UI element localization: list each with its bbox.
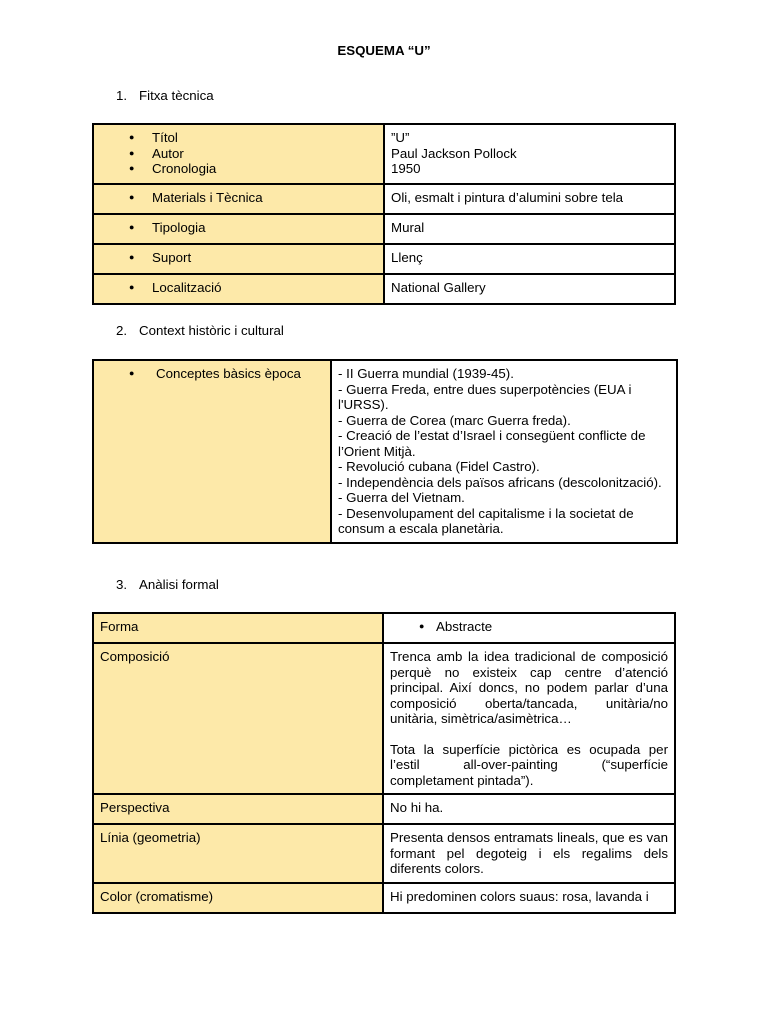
value-cell: No hi ha. <box>383 794 675 824</box>
value-cell: Mural <box>384 214 675 244</box>
paragraph: Tota la superfície pictòrica es ocupada per l’estil all-over-painting (“superfície completament pintada”). <box>390 741 668 788</box>
list-item: ● Títol <box>100 130 377 146</box>
list-item: ● Materials i Tècnica <box>100 190 377 206</box>
list-item: - Guerra de Corea (marc Guerra freda). <box>338 412 571 428</box>
label-cell: Línia (geometria) <box>93 824 383 883</box>
list-item: - Creació de l’estat d’Israel i consegüent conflicte de l’Orient Mitjà. <box>338 428 646 459</box>
section-heading-analisi <box>116 577 219 592</box>
section-number: 1. <box>116 88 128 103</box>
table-row <box>93 184 675 214</box>
table-row <box>93 883 675 913</box>
label-cell: Color (cromatisme) <box>93 883 383 913</box>
value-cell: Hi predominen colors suaus: rosa, lavanda i <box>383 883 675 913</box>
context-table <box>92 359 678 544</box>
bullet-list <box>100 130 377 177</box>
titol-value: ”U” <box>391 130 410 145</box>
label-cell <box>93 124 384 184</box>
list-item: - Desenvolupament del capitalisme i la societat de consum a escala planetària. <box>338 505 634 536</box>
list-item: ● Abstracte <box>390 619 668 635</box>
label-cell: Forma <box>93 613 383 643</box>
value-cell <box>331 360 677 543</box>
section-heading-context <box>116 323 284 338</box>
table-row <box>93 244 675 274</box>
paragraph: Trenca amb la idea tradicional de composició perquè no existeix cap centre d’atenció principal. Així doncs, no podem parlar d’una composició oberta/tancada, unitària/no unitària, simètrica/asimètrica… <box>390 649 668 726</box>
list-item: - Independència dels països africans (descolonització). <box>338 474 662 490</box>
label-cell <box>93 244 384 274</box>
list-item: - Guerra Freda, entre dues superpotències (EUA i l'URSS). <box>338 381 632 412</box>
value-cell <box>384 124 675 184</box>
list-item: ● Localització <box>100 280 377 296</box>
label-cell <box>93 360 331 543</box>
table-row <box>93 643 675 794</box>
table-row <box>93 124 675 184</box>
label-cell <box>93 184 384 214</box>
value-cell <box>383 613 675 643</box>
table-row <box>93 214 675 244</box>
value-cell: Oli, esmalt i pintura d’alumini sobre tela <box>384 184 675 214</box>
table-row <box>93 794 675 824</box>
list-item: ● Conceptes bàsics època <box>100 366 324 382</box>
value-cell: National Gallery <box>384 274 675 304</box>
section-number: 3. <box>116 577 128 592</box>
table-row <box>93 360 677 543</box>
list-item: ● Autor <box>100 146 377 162</box>
section-label: Fitxa tècnica <box>139 88 214 103</box>
label-cell: Composició <box>93 643 383 794</box>
section-label: Context històric i cultural <box>139 323 284 338</box>
cronologia-value: 1950 <box>391 161 421 176</box>
label-cell <box>93 214 384 244</box>
value-cell: Llenç <box>384 244 675 274</box>
fitxa-tecnica-table <box>92 123 676 305</box>
section-heading-fitxa <box>116 88 214 103</box>
page-title: ESQUEMA “U” <box>337 43 431 58</box>
autor-value: Paul Jackson Pollock <box>391 145 517 161</box>
list-item: ● Tipologia <box>100 220 377 236</box>
list-item: ● Suport <box>100 250 377 266</box>
label-cell: Perspectiva <box>93 794 383 824</box>
table-row <box>93 274 675 304</box>
list-item: - Revolució cubana (Fidel Castro). <box>338 459 540 474</box>
section-number: 2. <box>116 323 128 338</box>
table-row <box>93 824 675 883</box>
table-row <box>93 613 675 643</box>
value-cell <box>383 643 675 794</box>
list-item: ● Cronologia <box>100 161 377 177</box>
list-item: - II Guerra mundial (1939-45). <box>338 366 514 381</box>
analisi-formal-table <box>92 612 676 914</box>
section-label: Anàlisi formal <box>139 577 219 592</box>
value-cell: Presenta densos entramats lineals, que es van formant pel degoteig i els regalims dels diferents colors. <box>383 824 675 883</box>
list-item: - Guerra del Vietnam. <box>338 490 465 505</box>
label-cell <box>93 274 384 304</box>
